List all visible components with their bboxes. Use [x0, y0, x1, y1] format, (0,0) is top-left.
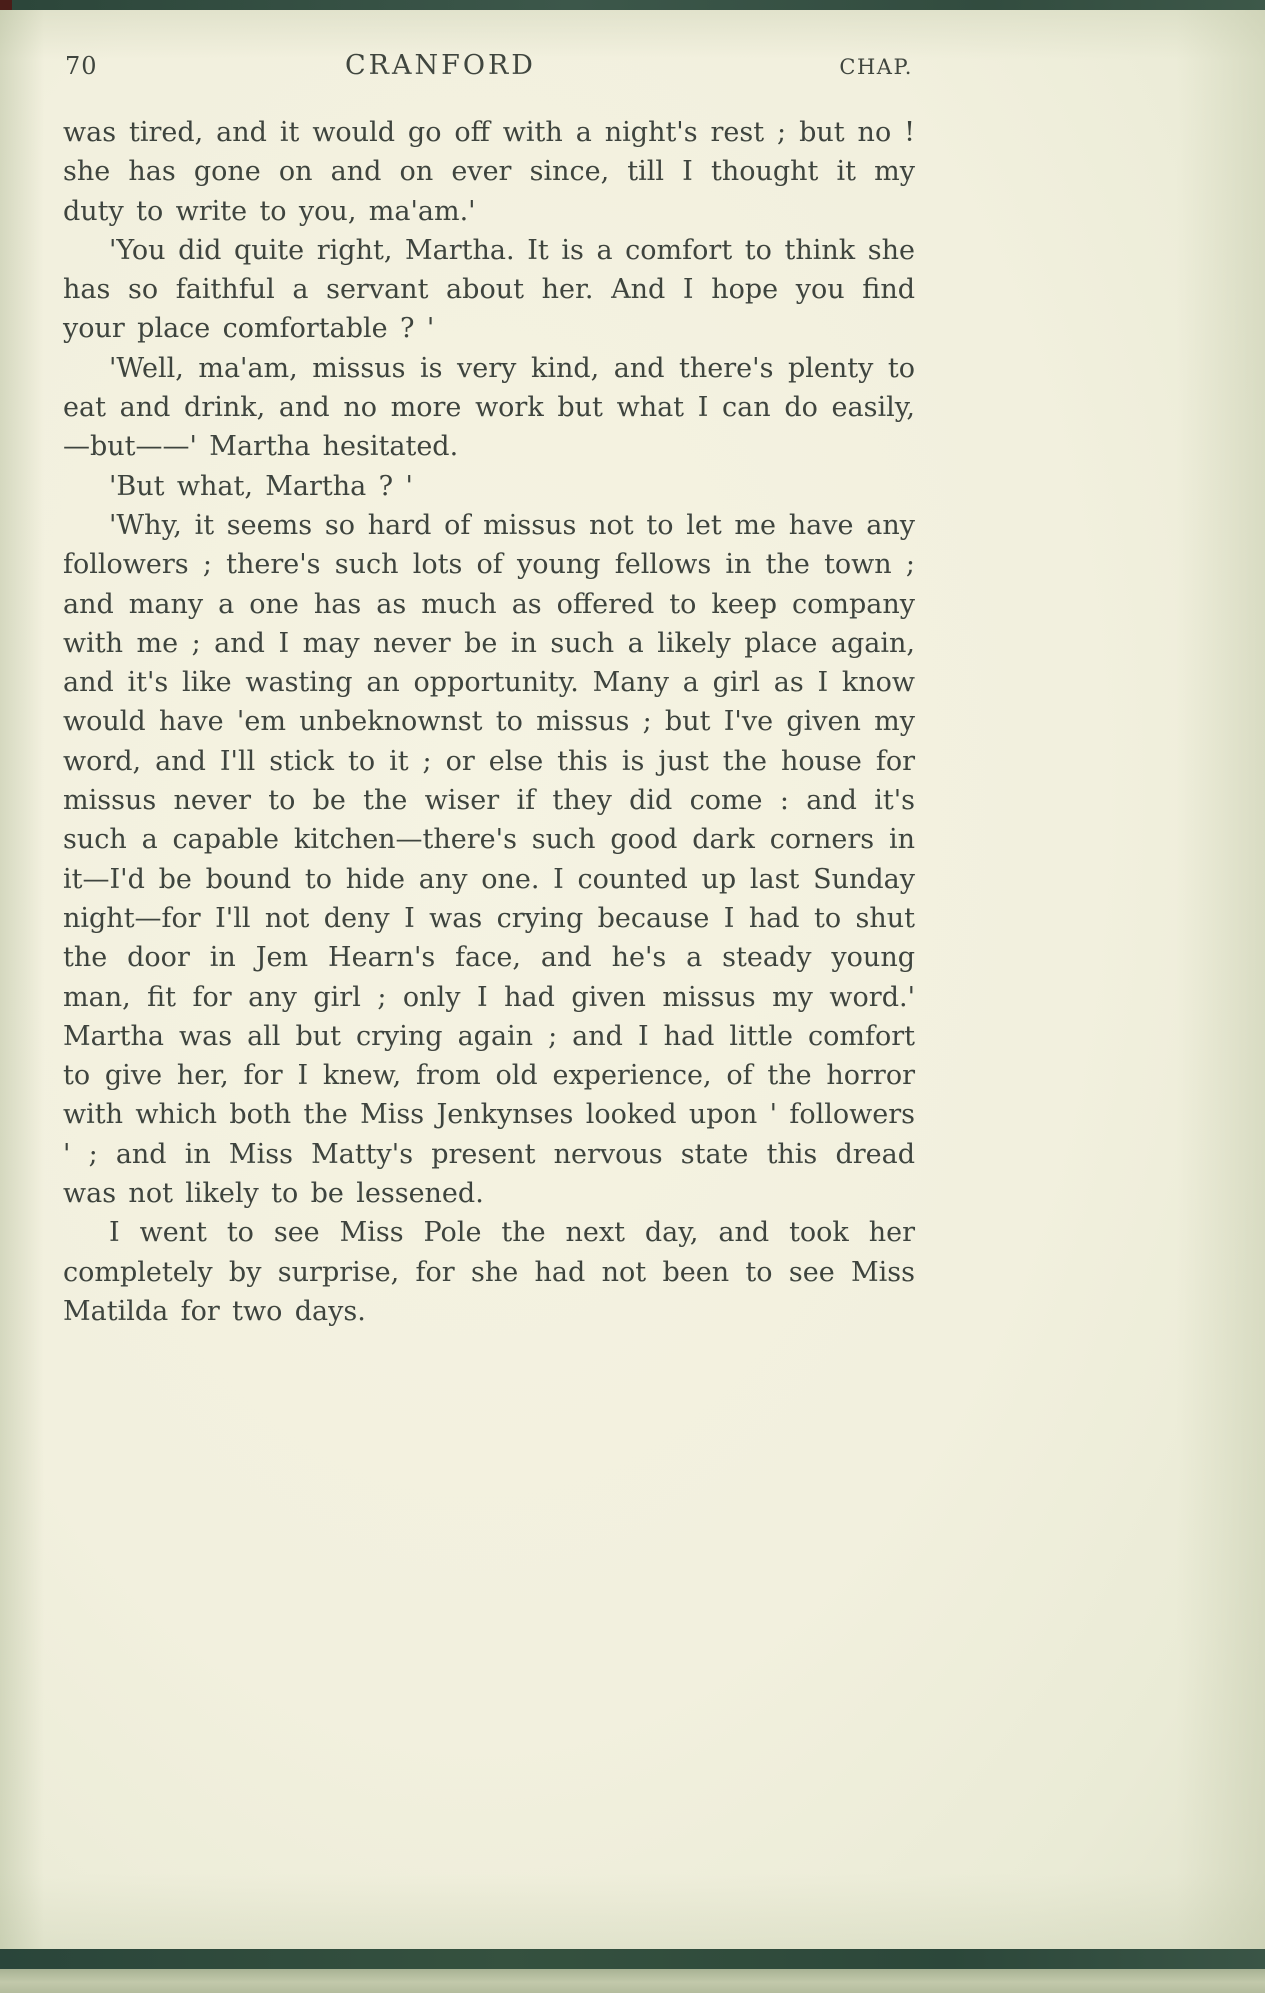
paragraph: 'Well, ma'am, missus is very kind, and there's plenty to eat and drink, and no more work but what I can do easily,—but——' Martha hesitated.: [63, 352, 915, 463]
scan-bottom-edge-dark: [0, 1949, 1265, 1969]
body-text: [63, 113, 915, 1331]
paragraph: 'But what, Martha ? ': [109, 470, 413, 502]
scan-bottom-edge-light: [0, 1969, 1265, 1993]
running-head: [63, 50, 915, 81]
paragraph: 'Why, it seems so hard of missus not to let me have any followers ; there's such lots of young fellows in the town ; and many a one has as much as offered to keep company with me ; and I may never be in such a likely place again, and it's like wasting an opportunity. Many a girl as I know would have 'em unbeknownst to missus ; but I've given my word, and I'll stick to it ; or else this is just the house for missus never to be the wiser if they did come : and it's such a capable kitchen—there's such good dark corners in it—I'd be bound to hide any one. I counted up last Sunday night—for I'll not deny I was crying because I had to shut the door in Jem Hearn's face, and he's a steady young man, fit for any girl ; only I had given missus my word.' Martha was all but crying again ; and I had little comfort to give her, for I knew, from old experience, of the horror with which both the Miss Jenkynses looked upon ' followers ' ; and in Miss Matty's present nervous state this dread was not likely to be lessened.: [63, 509, 915, 1210]
chapter-label: CHAP.: [839, 55, 913, 79]
paragraph: 'You did quite right, Martha. It is a comfort to think she has so faithful a servant about her. And I hope you find your place comfortable ? ': [63, 234, 915, 345]
paragraph: I went to see Miss Pole the next day, and took her completely by surprise, for she had not been to see Miss Matilda for two days.: [63, 1217, 915, 1327]
scan-top-edge: [0, 0, 1265, 10]
paragraph: was tired, and it would go off with a night's rest ; but no ! she has gone on and on ever since, till I thought it my duty to write to you, ma'am.': [63, 117, 915, 227]
page-number: 70: [65, 52, 98, 80]
page-content: [63, 50, 915, 1331]
book-title: CRANFORD: [344, 50, 536, 81]
